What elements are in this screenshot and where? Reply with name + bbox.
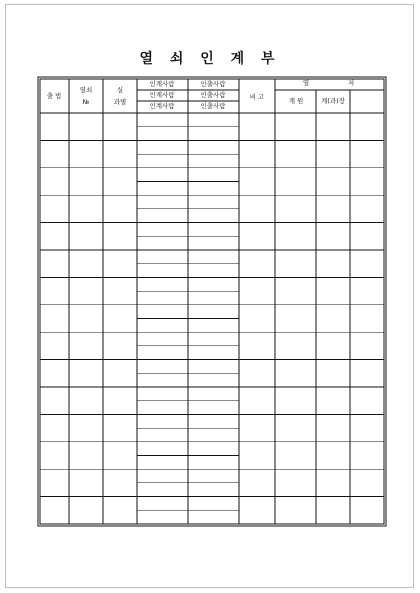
header-confirm-2: 저: [347, 79, 355, 87]
header-receiver-3: 인출사람: [200, 102, 226, 110]
header-key-no-2: №: [82, 98, 90, 106]
header-handover-1: 인계사람: [149, 80, 175, 88]
header-receiver-1: 인출사람: [200, 80, 226, 88]
header-handover-2: 인계사람: [149, 91, 175, 99]
header-key-no-1: 열쇠: [79, 86, 93, 94]
header-date: 출 법: [46, 92, 62, 100]
table-inner-border: [40, 79, 384, 524]
table-outer-border: [38, 77, 386, 526]
header-confirm-staff: 계 원: [288, 97, 304, 105]
header-count-2: 과별: [113, 98, 127, 106]
document-title: 열 쇠 인 계 부: [139, 51, 281, 67]
header-remarks: 비 고: [249, 93, 265, 101]
header-handover-3: 인계사람: [149, 102, 175, 110]
header-confirm-chief: 계(과)장: [321, 97, 345, 105]
header-count-1: 실: [116, 86, 124, 94]
header-receiver-2: 인출사람: [200, 91, 226, 99]
header-confirm-1: 열: [302, 79, 310, 87]
